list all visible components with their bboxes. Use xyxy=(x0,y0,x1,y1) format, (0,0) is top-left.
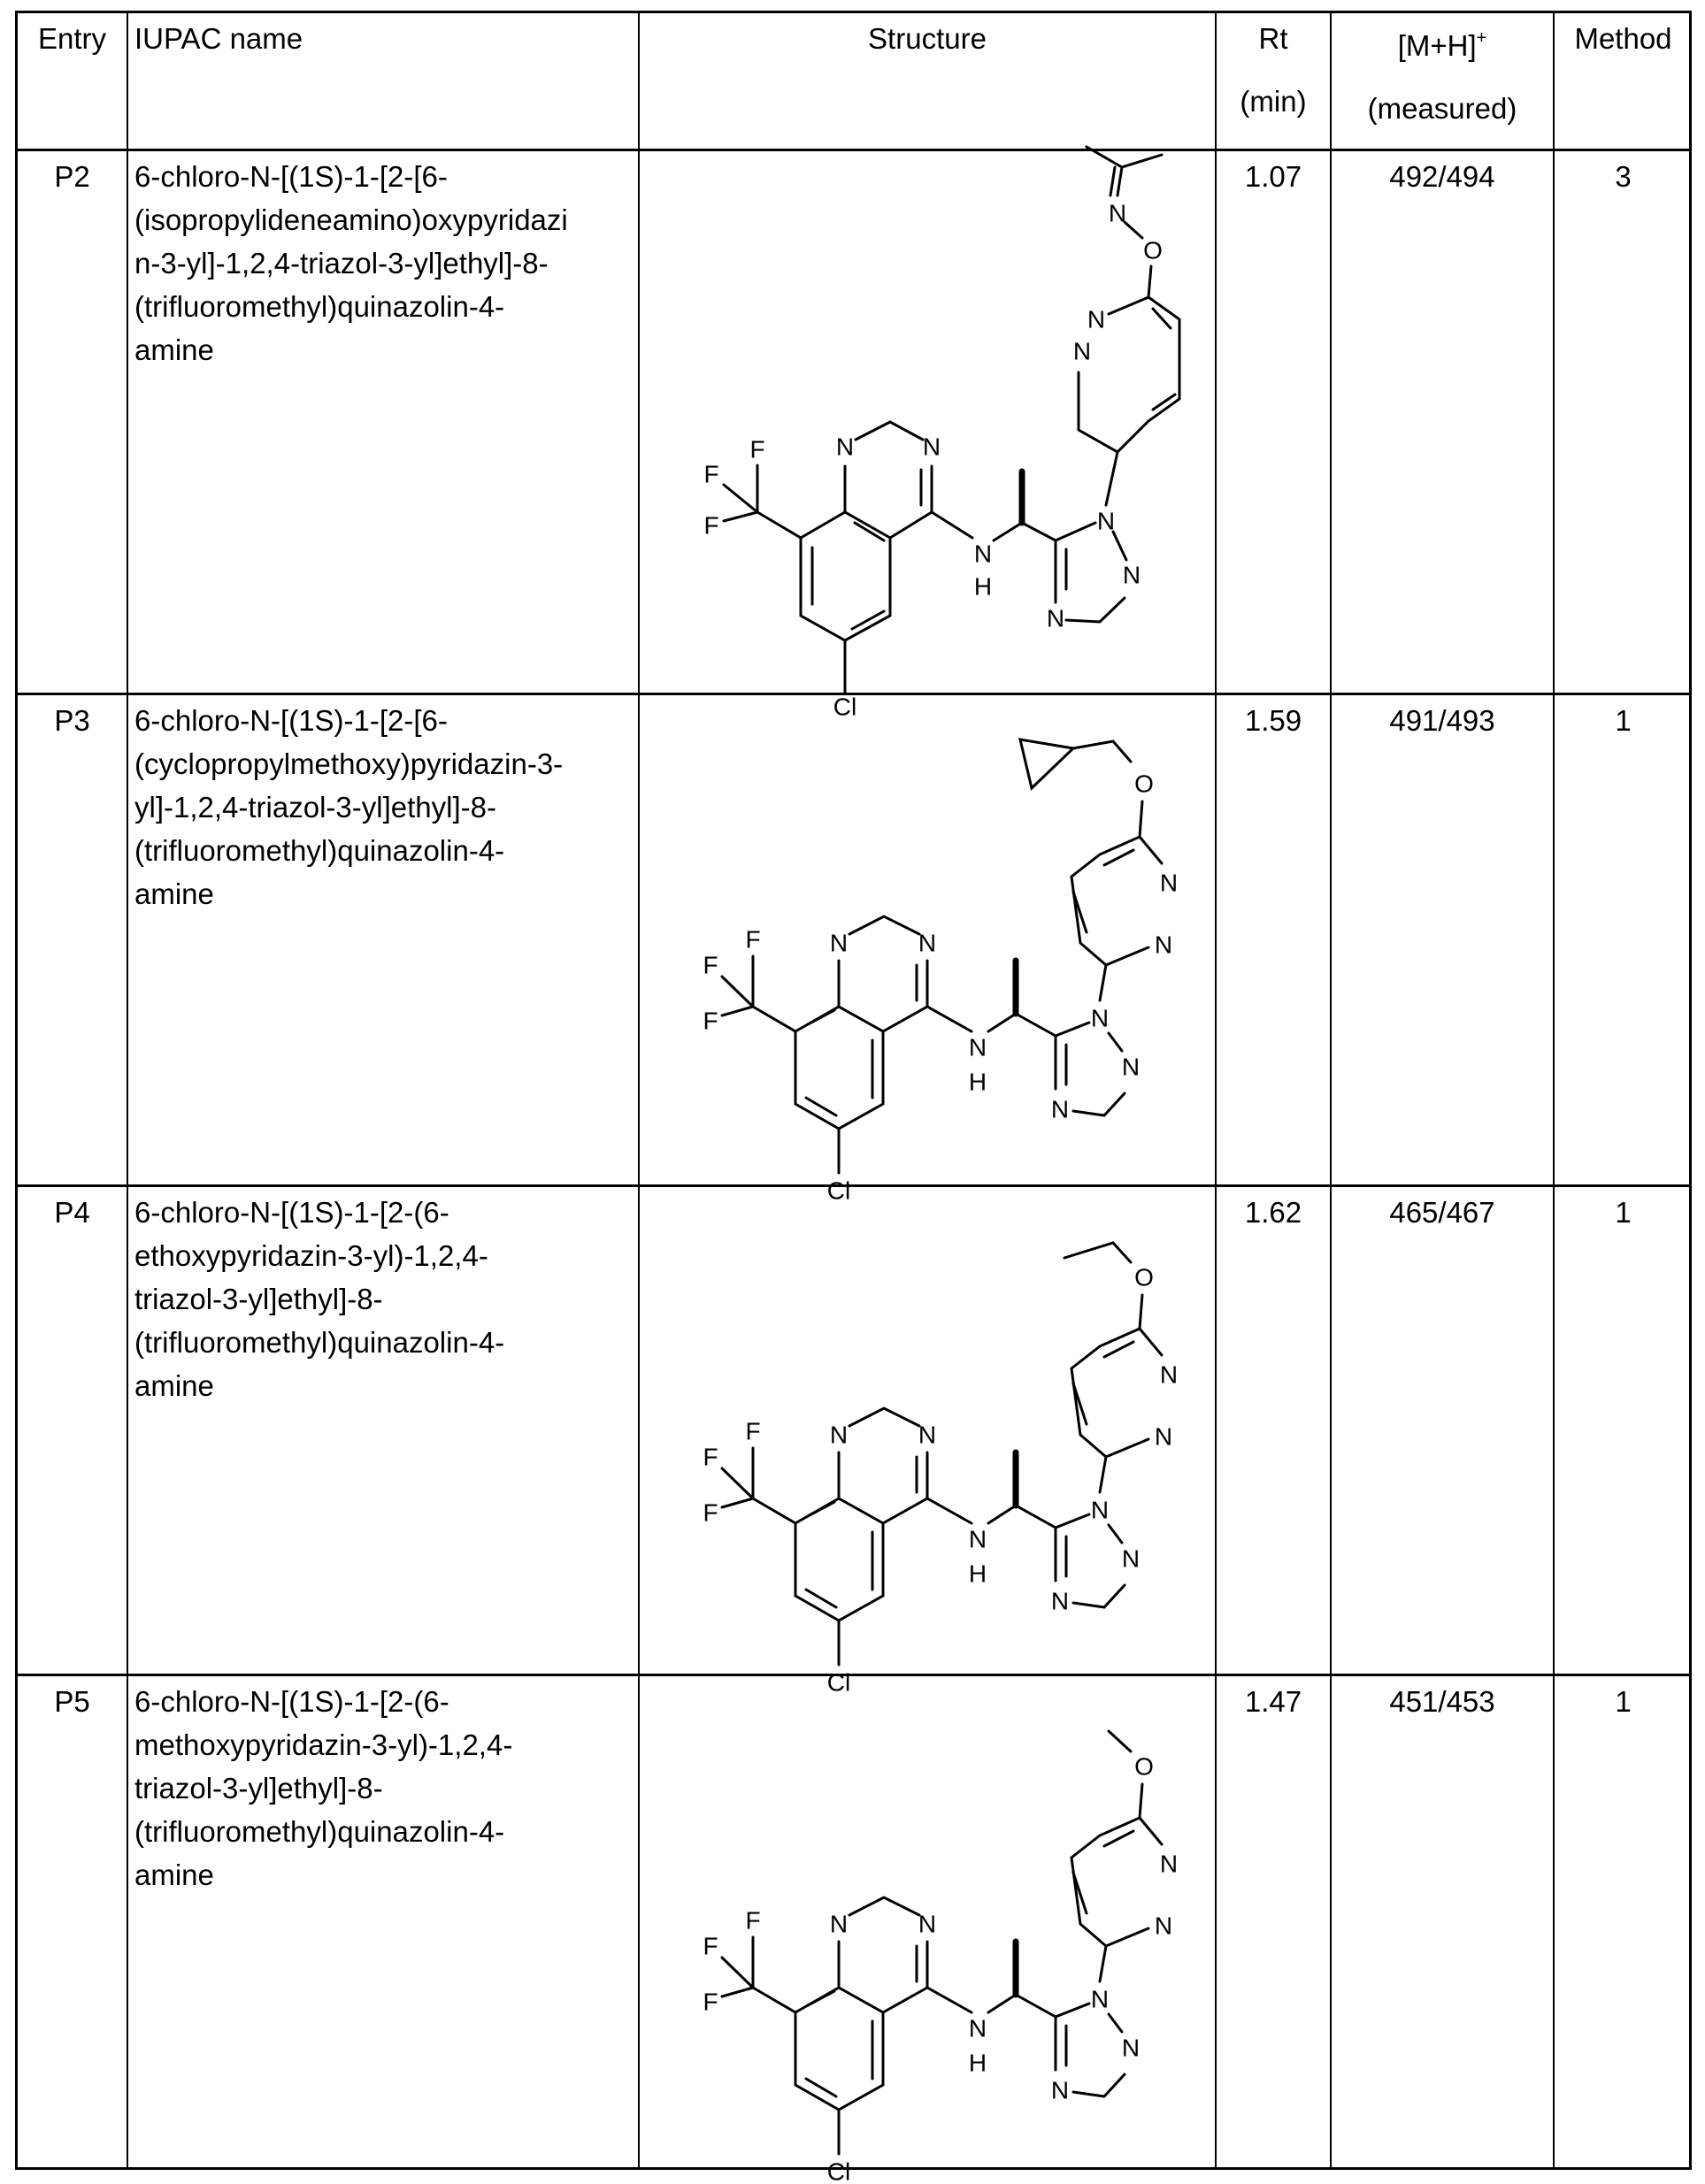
atom-label-F: F xyxy=(703,951,718,979)
atom-label-N: N xyxy=(1096,507,1116,535)
atom-label-F: F xyxy=(703,1932,718,1960)
atom-label-N: N xyxy=(1090,1004,1110,1032)
atom-label-N: N xyxy=(1121,2034,1141,2062)
column-divider xyxy=(1553,13,1555,2167)
atom-label-H: H xyxy=(973,572,993,601)
header-structure: Structure xyxy=(868,22,987,55)
atom-label-F: F xyxy=(703,511,719,540)
header-mh-superscript: + xyxy=(1476,28,1487,48)
atom-label-F: F xyxy=(703,1443,718,1471)
mass-measured: 465/467 xyxy=(1389,1196,1495,1229)
atom-label-H: H xyxy=(968,1068,987,1096)
atom-label-N: N xyxy=(829,1910,849,1938)
column-divider xyxy=(127,13,128,2167)
entry-id: P3 xyxy=(54,704,90,737)
atom-label-N: N xyxy=(1090,1496,1110,1524)
atom-label-N: N xyxy=(1159,869,1179,897)
structure-drawing xyxy=(640,1676,1215,2184)
header-mh-line1 xyxy=(1332,17,1553,67)
header-method: Method xyxy=(1574,22,1672,55)
atom-label-N: N xyxy=(829,1421,849,1449)
atom-label-H: H xyxy=(968,1559,987,1588)
atom-label-N: N xyxy=(1121,1053,1141,1081)
iupac-name: 6-chloro-N-[(1S)-1-[2-(6- methoxypyridazin-3-yl)-1,2,4- triazol-3-yl]ethyl]-8- (trifluoromethyl)quinazolin-4- amine xyxy=(134,1685,513,1891)
retention-time: 1.47 xyxy=(1244,1685,1302,1718)
mass-measured: 491/493 xyxy=(1389,704,1495,737)
header-mh-text: [M+H] xyxy=(1397,29,1477,62)
header-rt xyxy=(1217,17,1330,123)
atom-label-N: N xyxy=(922,433,941,461)
atom-label-H: H xyxy=(968,2049,987,2077)
compound-table xyxy=(15,11,1692,2184)
structure-drawing xyxy=(640,695,1215,1205)
atom-label-F: F xyxy=(703,460,719,488)
atom-label-N: N xyxy=(968,2014,987,2042)
atom-label-N: N xyxy=(829,929,849,957)
atom-label-N: N xyxy=(968,1033,987,1061)
header-entry: Entry xyxy=(37,22,107,55)
atom-label-O: O xyxy=(1134,1263,1154,1291)
retention-time: 1.59 xyxy=(1244,704,1302,737)
method: 3 xyxy=(1615,160,1632,193)
atom-label-N: N xyxy=(1108,199,1127,227)
entry-id: P2 xyxy=(54,160,90,193)
iupac-name: 6-chloro-N-[(1S)-1-[2-[6- (isopropylideneamino)oxypyridazi n-3-yl]-1,2,4-triazol-3-yl]ethyl]-8- (trifluoromethyl)quinazolin-4- amine xyxy=(134,160,568,366)
atom-label-N: N xyxy=(918,1421,937,1449)
iupac-name: 6-chloro-N-[(1S)-1-[2-[6- (cyclopropylmethoxy)pyridazin-3- yl]-1,2,4-triazol-3-yl]ethyl]-8- (trifluoromethyl)quinazolin-4- amine xyxy=(134,704,564,910)
header-rt-line2: (min) xyxy=(1240,85,1307,118)
atom-label-Cl: Cl xyxy=(826,1668,851,1697)
atom-label-Cl: Cl xyxy=(826,1176,851,1205)
atom-label-F: F xyxy=(703,1988,718,2016)
iupac-name: 6-chloro-N-[(1S)-1-[2-(6- ethoxypyridazin-3-yl)-1,2,4- triazol-3-yl]ethyl]-8- (trifluoromethyl)quinazolin-4- amine xyxy=(134,1196,505,1402)
header-iupac-name: IUPAC name xyxy=(134,22,303,55)
atom-label-N: N xyxy=(835,433,855,461)
atom-label-N: N xyxy=(968,1525,987,1553)
atom-label-O: O xyxy=(1134,1752,1154,1781)
entry-id: P5 xyxy=(54,1685,90,1718)
atom-label-O: O xyxy=(1134,770,1154,798)
atom-label-N: N xyxy=(1159,1360,1179,1389)
atom-label-F: F xyxy=(703,1498,718,1527)
atom-label-N: N xyxy=(918,929,937,957)
atom-label-F: F xyxy=(745,1417,761,1445)
method: 1 xyxy=(1615,1685,1632,1718)
entry-id: P4 xyxy=(54,1196,90,1229)
structure-drawing xyxy=(640,151,1215,721)
atom-label-O: O xyxy=(1143,236,1163,264)
column-divider xyxy=(1215,13,1217,2167)
header-mh-line2: (measured) xyxy=(1367,92,1517,125)
retention-time: 1.62 xyxy=(1244,1196,1302,1229)
atom-label-Cl: Cl xyxy=(826,2157,851,2184)
atom-label-N: N xyxy=(1050,1095,1070,1123)
atom-label-N: N xyxy=(1072,337,1092,365)
method: 1 xyxy=(1615,704,1632,737)
atom-label-F: F xyxy=(745,925,761,954)
method: 1 xyxy=(1615,1196,1632,1229)
mass-measured: 492/494 xyxy=(1389,160,1495,193)
atom-label-F: F xyxy=(749,435,765,464)
retention-time: 1.07 xyxy=(1244,160,1302,193)
mass-measured: 451/453 xyxy=(1389,1685,1495,1718)
structure-drawing xyxy=(640,1187,1215,1697)
atom-label-N: N xyxy=(918,1910,937,1938)
column-divider xyxy=(1330,13,1332,2167)
atom-label-N: N xyxy=(1121,1544,1141,1573)
atom-label-N: N xyxy=(1050,2076,1070,2104)
atom-label-N: N xyxy=(1050,1587,1070,1615)
atom-label-N: N xyxy=(973,540,993,568)
atom-label-N: N xyxy=(1159,1850,1179,1878)
atom-label-N: N xyxy=(1154,931,1173,959)
atom-label-N: N xyxy=(1154,1422,1173,1451)
atom-label-N: N xyxy=(1046,604,1065,632)
atom-label-N: N xyxy=(1090,1985,1110,2013)
atom-label-N: N xyxy=(1122,561,1141,589)
atom-label-Cl: Cl xyxy=(833,693,857,721)
atom-label-N: N xyxy=(1087,305,1106,333)
atom-label-N: N xyxy=(1154,1912,1173,1940)
atom-label-F: F xyxy=(703,1007,718,1035)
header-rt-line1: Rt xyxy=(1258,22,1288,55)
header-mh xyxy=(1332,17,1553,130)
atom-label-F: F xyxy=(745,1906,761,1935)
